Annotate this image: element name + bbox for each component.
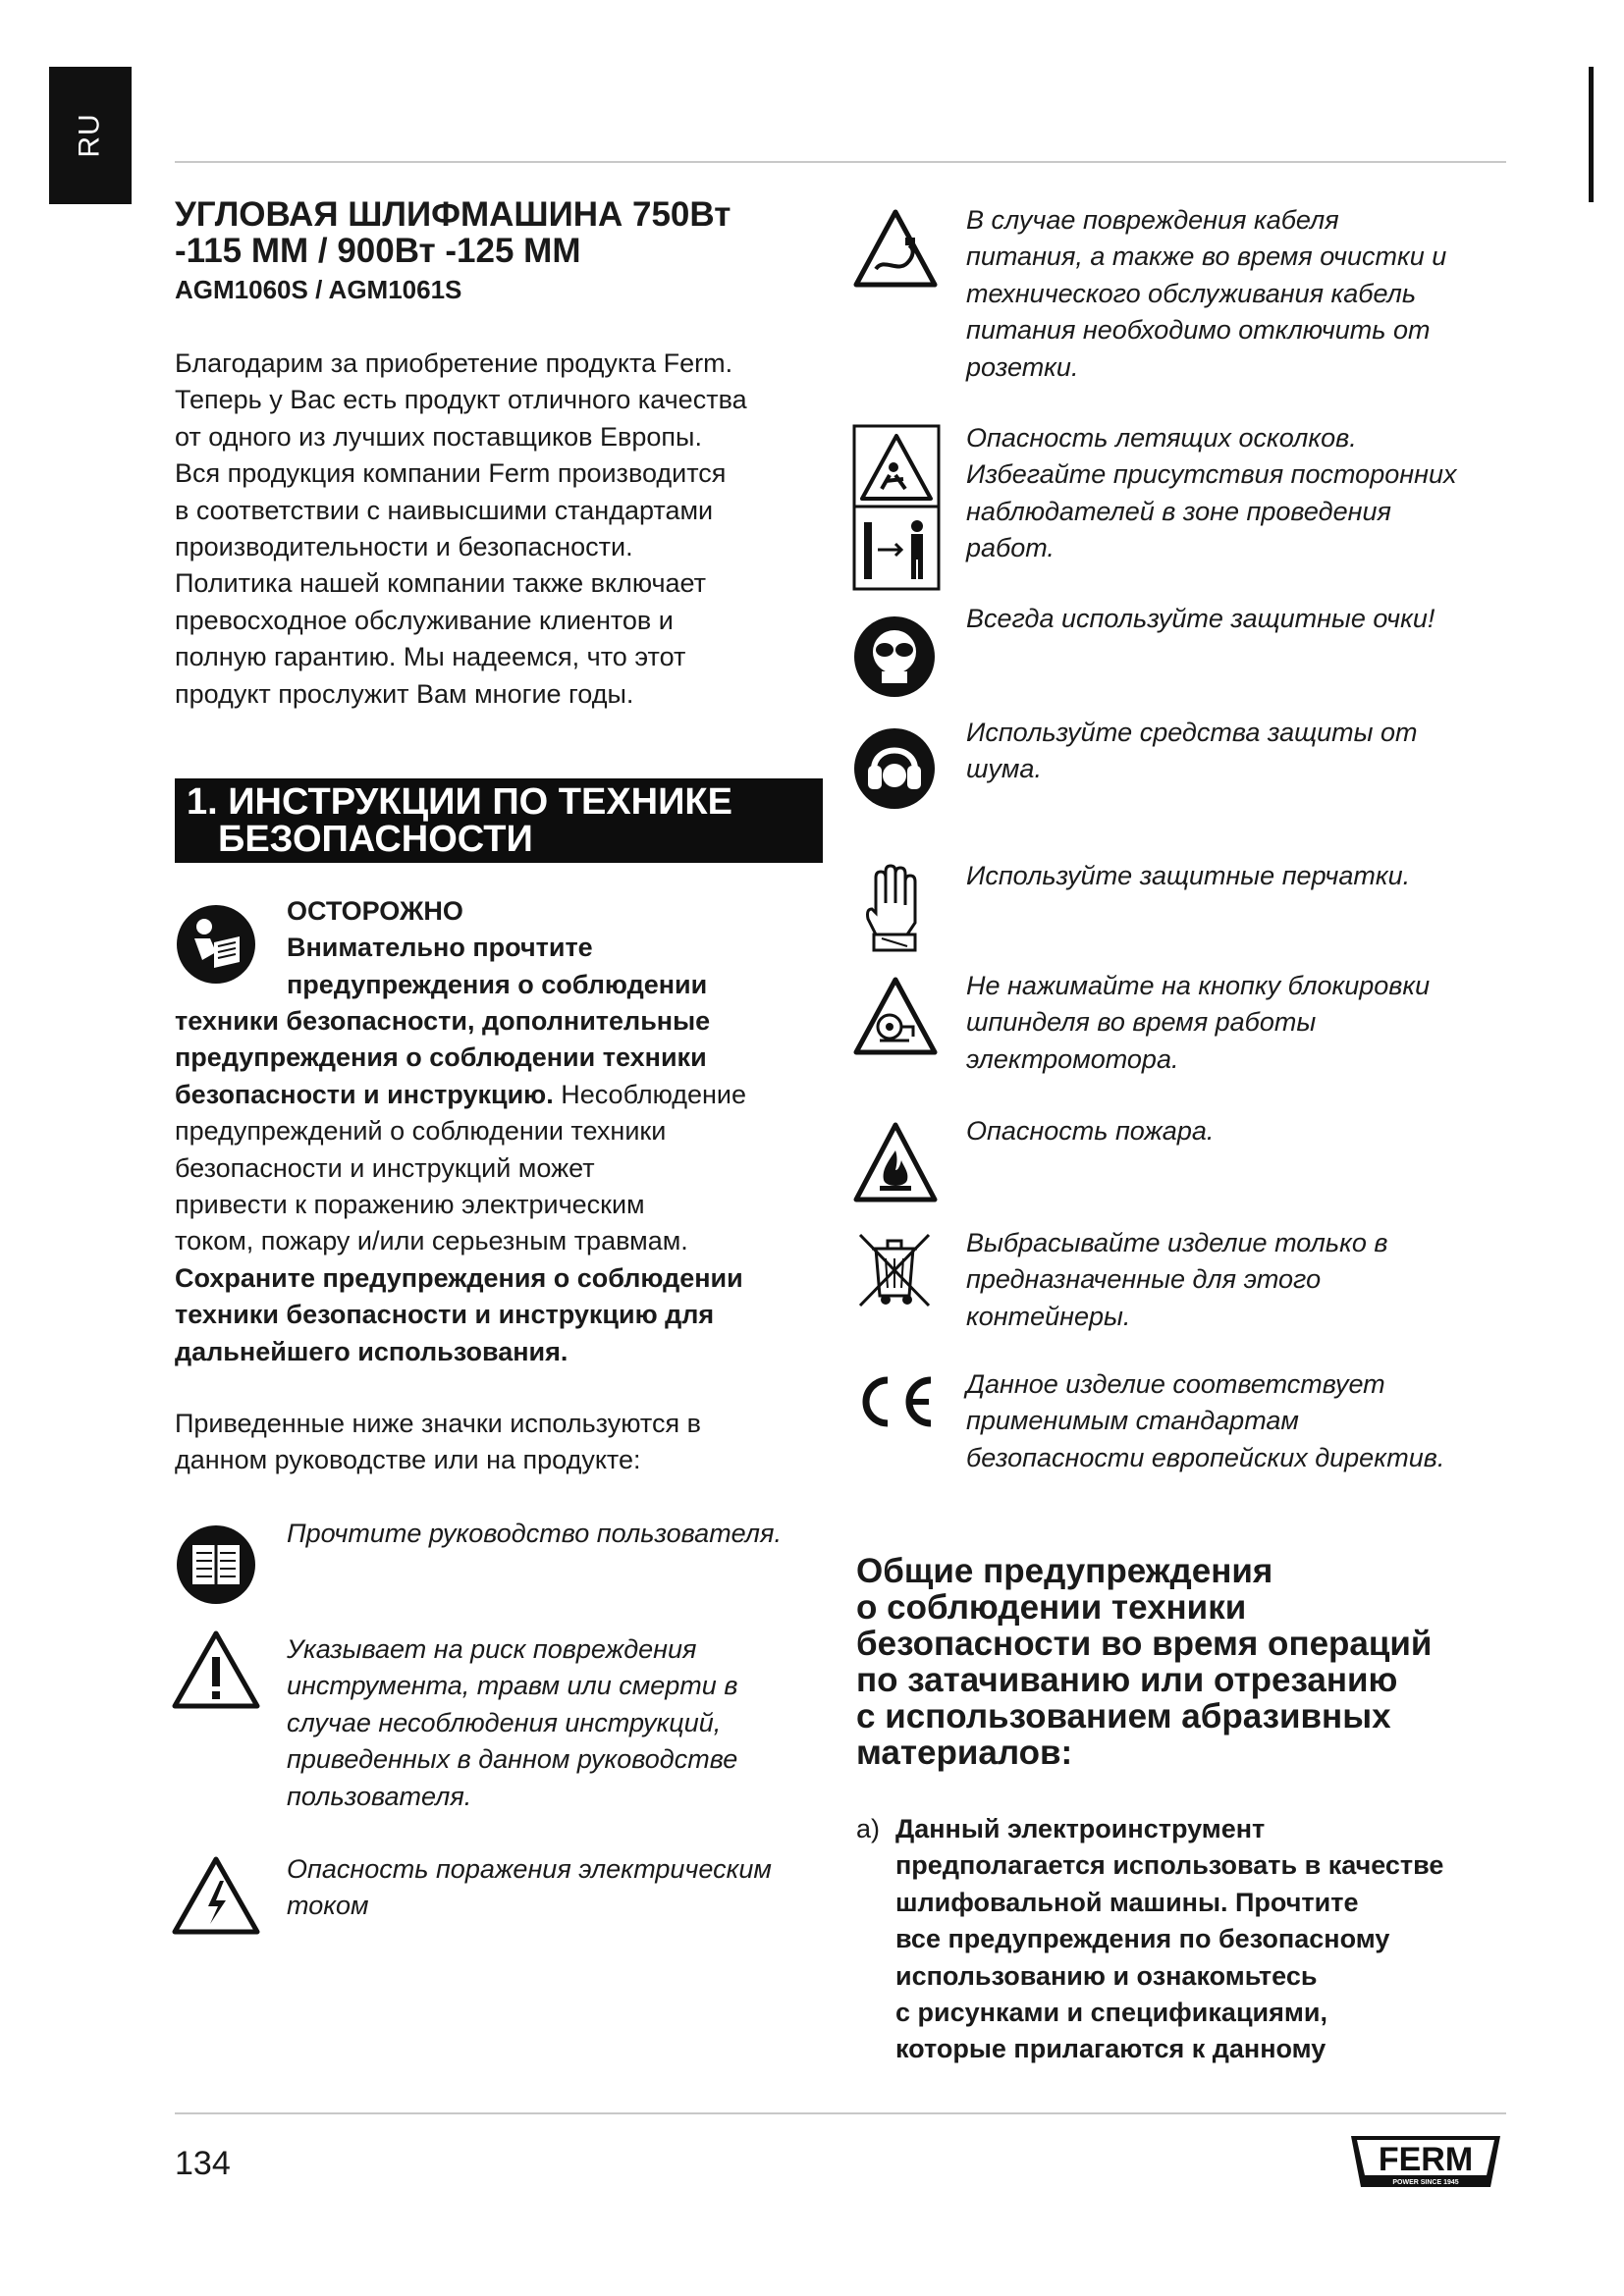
intro-line: продукт прослужит Вам многие годы.	[175, 678, 634, 709]
logo-tagline-text: POWER SINCE 1945	[1392, 2179, 1459, 2186]
warning-line: техники безопасности, дополнительные	[175, 1006, 711, 1036]
save-instructions-line: дальнейшего использования.	[175, 1336, 568, 1366]
symbol-label-line: инструмента, травм или смерти в	[287, 1671, 738, 1701]
spindle-lock-icon	[852, 976, 939, 1058]
symbol-label-line: контейнеры.	[966, 1301, 1131, 1331]
electric-shock-icon	[171, 1855, 261, 1936]
symbol-label-line: случае несоблюдения инструкций,	[287, 1707, 722, 1737]
gloves-icon	[862, 864, 925, 952]
warning-head-block	[287, 893, 817, 1003]
electric-shock-label	[287, 1851, 817, 1925]
symbol-label-line: питания, а также во время очистки и	[966, 241, 1447, 272]
logo-brand-text: FERM	[1378, 2141, 1474, 2178]
symbol-label-line: Всегда используйте защитные очки!	[966, 604, 1435, 633]
warning-normal-fragment: Несоблюдение	[553, 1079, 747, 1109]
heading-line: безопасности во время операций	[856, 1625, 1433, 1663]
intro-line: производительности и безопасности.	[175, 532, 633, 562]
warning-line: Внимательно прочтите	[287, 933, 593, 963]
footer-rule	[175, 2112, 1506, 2114]
intro-line: от одного из лучших поставщиков Европы.	[175, 421, 702, 452]
fire-hazard-label	[966, 1113, 1516, 1149]
title-line-2: -115 ММ / 900Вт -125 ММ	[175, 232, 581, 270]
warning-triangle-icon	[171, 1629, 261, 1710]
symbol-label-line: Не нажимайте на кнопку блокировки	[966, 971, 1431, 1000]
ce-mark-icon	[852, 1372, 937, 1431]
heading-line: с использованием абразивных	[856, 1697, 1391, 1735]
read-manual-warning-icon	[175, 903, 257, 986]
intro-line: в соответствии с наивысшими стандартами	[175, 495, 714, 525]
heading-line: Общие предупреждения	[856, 1552, 1273, 1590]
warning-line-mixed	[175, 1077, 823, 1113]
manual-icon-label	[287, 1516, 817, 1552]
cable-damage-icon	[852, 208, 939, 291]
symbol-label-line: технического обслуживания кабель	[966, 278, 1417, 308]
symbol-label-line: применимым стандартам	[966, 1406, 1299, 1436]
list-line: шлифовальной машины. Прочтите	[895, 1887, 1359, 1917]
symbol-label-line: питания необходимо отключить от	[966, 315, 1431, 346]
language-tab	[49, 67, 132, 204]
document-title	[175, 196, 823, 269]
symbols-intro	[175, 1406, 823, 1479]
cable-damage-label	[966, 202, 1516, 386]
symbol-label-line: Опасность поражения электрическим	[287, 1854, 772, 1884]
gloves-label	[966, 858, 1516, 894]
symbol-label-line: Указывает на риск повреждения	[287, 1634, 697, 1664]
warning-heading: ОСТОРОЖНО	[287, 896, 463, 926]
spindle-lock-label	[966, 968, 1516, 1078]
warning-triangle-label	[287, 1631, 817, 1815]
symbol-label-line: Данное изделие соответствует	[966, 1369, 1385, 1399]
warning-line: безопасности и инструкций может	[175, 1152, 595, 1183]
fire-hazard-icon	[852, 1121, 939, 1205]
symbol-label-line: предназначенные для этого	[966, 1264, 1322, 1295]
warning-line: предупреждений о соблюдении техники	[175, 1116, 667, 1147]
list-line: Данный электроинструмент	[895, 1814, 1266, 1843]
symbol-label-line: Используйте средства защиты от	[966, 718, 1418, 747]
save-instructions-line: Сохраните предупреждения о соблюдении	[175, 1262, 743, 1293]
symbol-label-line: Прочтите руководство пользователя.	[287, 1519, 782, 1548]
intro-line: Теперь у Вас есть продукт отличного качества	[175, 385, 747, 415]
save-instructions-line: техники безопасности и инструкцию для	[175, 1300, 715, 1330]
heading-line: по затачиванию или отрезанию	[856, 1661, 1398, 1699]
warning-line: предупреждения о соблюдении	[287, 969, 708, 999]
symbol-label-line: Используйте защитные перчатки.	[966, 861, 1411, 890]
symbol-label-line: пользователя.	[287, 1781, 472, 1811]
intro-line: полную гарантию. Мы надеемся, что этот	[175, 642, 686, 672]
flying-debris-icon	[852, 424, 941, 591]
ce-mark-label	[966, 1366, 1516, 1476]
intro-line: Политика нашей компании также включает	[175, 568, 707, 599]
symbol-label-line: шума.	[966, 754, 1042, 784]
symbols-intro-line: Приведенные ниже значки используются в	[175, 1409, 701, 1438]
warning-bold-fragment: безопасности и инструкцию.	[175, 1079, 554, 1109]
list-line: которые прилагаются к данному	[895, 2034, 1326, 2064]
symbol-label-line: безопасности европейских директив.	[966, 1442, 1445, 1472]
header-margin-bar	[1589, 67, 1594, 202]
section-heading-banner	[175, 778, 823, 863]
warning-body	[175, 1003, 823, 1370]
symbol-label-line: электромотора.	[966, 1043, 1179, 1074]
symbol-label-line: работ.	[966, 533, 1055, 563]
heading-line: материалов:	[856, 1734, 1073, 1772]
weee-bin-label	[966, 1225, 1516, 1335]
ferm-logo	[1347, 2132, 1504, 2191]
intro-line: Благодарим за приобретение продукта Ferm.	[175, 348, 733, 378]
safety-glasses-icon	[852, 614, 937, 699]
ear-protection-icon	[852, 726, 937, 811]
page-number: 134	[175, 2145, 231, 2182]
list-line: использованию и ознакомьтесь	[895, 1960, 1318, 1991]
ear-protection-label	[966, 715, 1516, 788]
symbols-intro-line: данном руководстве или на продукте:	[175, 1445, 641, 1475]
section-heading-line-1: 1. ИНСТРУКЦИИ ПО ТЕХНИКЕ	[187, 781, 732, 823]
list-item-text	[895, 1811, 1524, 2068]
manual-icon	[175, 1523, 257, 1606]
symbol-label-line: Опасность пожара.	[966, 1116, 1215, 1146]
list-line: предполагается использовать в качестве	[895, 1850, 1444, 1881]
list-marker: a)	[856, 1814, 881, 1843]
symbol-label-line: В случае повреждения кабеля	[966, 205, 1339, 235]
symbol-label-line: наблюдателей в зоне проведения	[966, 496, 1391, 526]
flying-debris-label	[966, 420, 1516, 567]
title-line-1: УГЛОВАЯ ШЛИФМАШИНА 750Вт	[175, 195, 731, 234]
list-line: все предупреждения по безопасному	[895, 1924, 1390, 1954]
intro-paragraph	[175, 346, 823, 713]
symbol-label-line: Избегайте присутствия посторонних	[966, 459, 1457, 490]
model-numbers: AGM1060S / AGM1061S	[175, 275, 462, 304]
symbol-label-line: шпинделя во время работы	[966, 1007, 1317, 1038]
symbol-label-line: Опасность летящих осколков.	[966, 423, 1357, 453]
language-code: RU	[74, 113, 106, 158]
weee-bin-icon	[854, 1231, 935, 1309]
general-warnings-heading	[856, 1553, 1504, 1771]
intro-line: Вся продукция компании Ferm производится	[175, 458, 727, 489]
header-rule	[175, 161, 1506, 163]
warning-line: привести к поражению электрическим	[175, 1190, 645, 1220]
section-heading-line-2: БЕЗОПАСНОСТИ	[218, 819, 533, 860]
safety-glasses-label	[966, 601, 1516, 637]
heading-line: о соблюдении техники	[856, 1588, 1247, 1627]
list-line: с рисунками и спецификациями,	[895, 1998, 1327, 2028]
warning-line: током, пожару и/или серьезным травмам.	[175, 1226, 688, 1256]
symbol-label-line: розетки.	[966, 351, 1079, 382]
warning-line: предупреждения о соблюдении техники	[175, 1042, 707, 1073]
intro-line: превосходное обслуживание клиентов и	[175, 605, 674, 635]
symbol-label-line: Выбрасывайте изделие только в	[966, 1228, 1388, 1257]
symbol-label-line: током	[287, 1891, 369, 1921]
symbol-label-line: приведенных в данном руководстве	[287, 1744, 738, 1775]
